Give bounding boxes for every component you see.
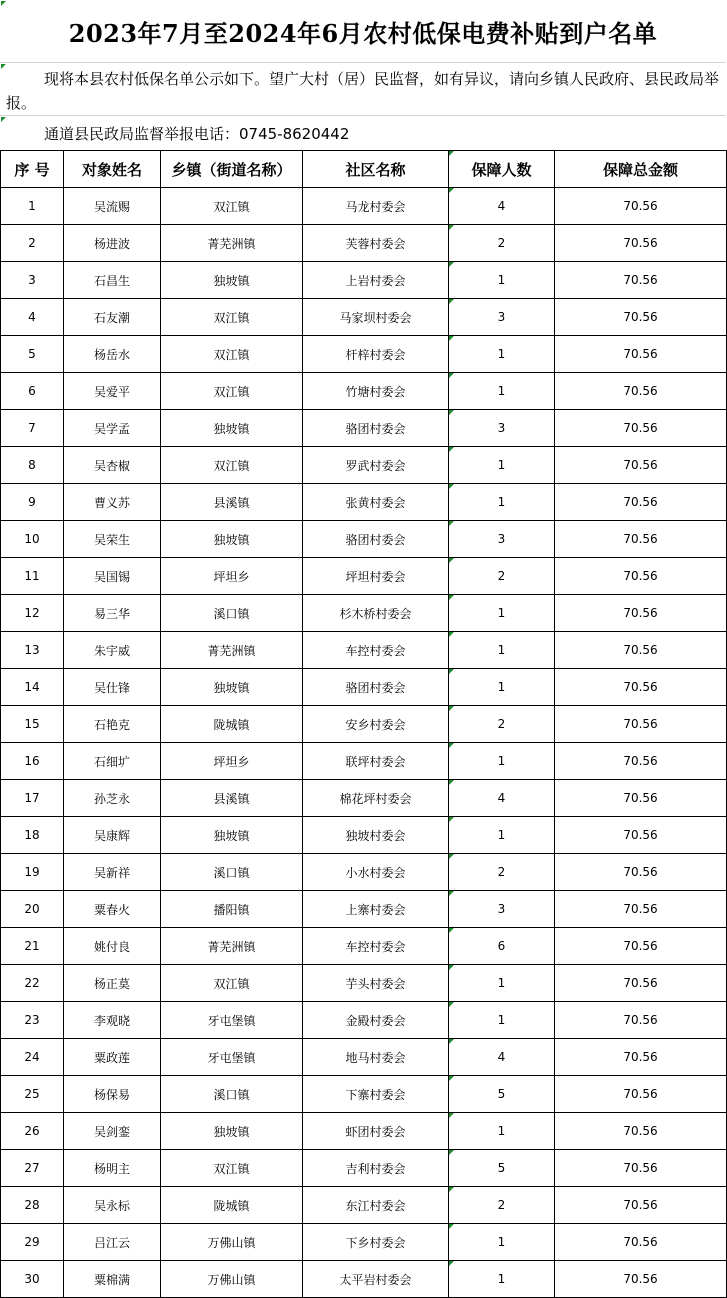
cell-people-count: 6 [449, 928, 555, 965]
cell-total-amount: 70.56 [555, 410, 727, 447]
cell-community: 杉木桥村委会 [303, 595, 449, 632]
cell-community: 杆梓村委会 [303, 336, 449, 373]
cell-name: 李观晓 [64, 1002, 161, 1039]
cell-town: 双江镇 [161, 447, 303, 484]
cell-town: 独坡镇 [161, 669, 303, 706]
cell-total-amount: 70.56 [555, 1076, 727, 1113]
cell-name: 石友潮 [64, 299, 161, 336]
cell-community: 联坪村委会 [303, 743, 449, 780]
table-row [1, 373, 727, 410]
cell-people-count: 1 [449, 632, 555, 669]
page-title: 2023年7月至2024年6月农村低保电费补贴到户名单 [68, 18, 658, 48]
phone-row [0, 116, 726, 150]
cell-people-count: 4 [449, 780, 555, 817]
cell-people-count: 1 [449, 1002, 555, 1039]
cell-total-amount: 70.56 [555, 447, 727, 484]
cell-name: 吴剑銮 [64, 1113, 161, 1150]
cell-people-count: 2 [449, 558, 555, 595]
cell-total-amount: 70.56 [555, 817, 727, 854]
cell-marker-icon [1, 117, 6, 122]
table-row [1, 484, 727, 521]
cell-people-count: 1 [449, 447, 555, 484]
cell-community: 东江村委会 [303, 1187, 449, 1224]
cell-name: 吴永标 [64, 1187, 161, 1224]
cell-town: 双江镇 [161, 1150, 303, 1187]
cell-index: 18 [1, 817, 64, 854]
cell-index: 6 [1, 373, 64, 410]
cell-community: 安乡村委会 [303, 706, 449, 743]
cell-index: 23 [1, 1002, 64, 1039]
cell-community: 上岩村委会 [303, 262, 449, 299]
cell-index: 22 [1, 965, 64, 1002]
cell-name: 石昌生 [64, 262, 161, 299]
cell-marker-icon [1, 64, 6, 69]
cell-total-amount: 70.56 [555, 262, 727, 299]
cell-community: 坪坦村委会 [303, 558, 449, 595]
table-row [1, 1261, 727, 1298]
cell-marker-icon [1, 1, 6, 6]
cell-name: 杨保易 [64, 1076, 161, 1113]
cell-name: 石艳克 [64, 706, 161, 743]
cell-people-count: 1 [449, 373, 555, 410]
cell-index: 16 [1, 743, 64, 780]
notice-row [0, 63, 726, 116]
cell-community: 竹塘村委会 [303, 373, 449, 410]
cell-community: 骆团村委会 [303, 521, 449, 558]
table-row [1, 632, 727, 669]
cell-total-amount: 70.56 [555, 854, 727, 891]
cell-people-count: 1 [449, 595, 555, 632]
cell-people-count: 1 [449, 1113, 555, 1150]
cell-town: 独坡镇 [161, 521, 303, 558]
cell-community: 骆团村委会 [303, 669, 449, 706]
hotline-text: 通道县民政局监督举报电话：0745-8620442 [44, 124, 350, 143]
cell-index: 7 [1, 410, 64, 447]
cell-people-count: 4 [449, 1039, 555, 1076]
cell-total-amount: 70.56 [555, 373, 727, 410]
cell-people-count: 1 [449, 1224, 555, 1261]
cell-people-count: 2 [449, 1187, 555, 1224]
cell-people-count: 1 [449, 669, 555, 706]
cell-total-amount: 70.56 [555, 965, 727, 1002]
cell-name: 孙芝永 [64, 780, 161, 817]
cell-town: 双江镇 [161, 373, 303, 410]
notice-text: 现将本县农村低保名单公示如下。望广大村（居）民监督，如有异议，请向乡镇人民政府、县民政局举报。 [6, 70, 720, 112]
header-community: 社区名称 [303, 151, 449, 188]
cell-total-amount: 70.56 [555, 521, 727, 558]
cell-town: 独坡镇 [161, 817, 303, 854]
cell-name: 粟政莲 [64, 1039, 161, 1076]
header-people-count: 保障人数 [449, 151, 555, 188]
cell-town: 坪坦乡 [161, 743, 303, 780]
table-row [1, 521, 727, 558]
cell-town: 菁芜洲镇 [161, 225, 303, 262]
cell-total-amount: 70.56 [555, 743, 727, 780]
table-row [1, 928, 727, 965]
table-row [1, 262, 727, 299]
cell-community: 车控村委会 [303, 632, 449, 669]
table-row [1, 188, 727, 225]
cell-community: 地马村委会 [303, 1039, 449, 1076]
cell-town: 播阳镇 [161, 891, 303, 928]
cell-index: 15 [1, 706, 64, 743]
cell-people-count: 3 [449, 410, 555, 447]
cell-people-count: 2 [449, 854, 555, 891]
cell-town: 独坡镇 [161, 1113, 303, 1150]
cell-total-amount: 70.56 [555, 484, 727, 521]
header-index: 序 号 [1, 151, 64, 188]
cell-total-amount: 70.56 [555, 632, 727, 669]
cell-index: 29 [1, 1224, 64, 1261]
cell-index: 21 [1, 928, 64, 965]
cell-name: 姚付良 [64, 928, 161, 965]
cell-town: 牙屯堡镇 [161, 1002, 303, 1039]
cell-index: 12 [1, 595, 64, 632]
cell-name: 吴康辉 [64, 817, 161, 854]
cell-community: 上寨村委会 [303, 891, 449, 928]
cell-index: 10 [1, 521, 64, 558]
cell-town: 陇城镇 [161, 1187, 303, 1224]
cell-index: 17 [1, 780, 64, 817]
table-row [1, 336, 727, 373]
cell-people-count: 1 [449, 484, 555, 521]
table-row [1, 1002, 727, 1039]
cell-community: 虾团村委会 [303, 1113, 449, 1150]
table-row [1, 743, 727, 780]
cell-index: 20 [1, 891, 64, 928]
cell-town: 溪口镇 [161, 595, 303, 632]
cell-people-count: 4 [449, 188, 555, 225]
table-row [1, 595, 727, 632]
table-row [1, 1039, 727, 1076]
title-row [0, 0, 726, 63]
cell-index: 1 [1, 188, 64, 225]
table-header-row [1, 151, 727, 188]
cell-index: 8 [1, 447, 64, 484]
cell-community: 太平岩村委会 [303, 1261, 449, 1298]
header-name: 对象姓名 [64, 151, 161, 188]
cell-name: 吴荣生 [64, 521, 161, 558]
cell-index: 25 [1, 1076, 64, 1113]
header-town: 乡镇（街道名称） [161, 151, 303, 188]
cell-community: 马家坝村委会 [303, 299, 449, 336]
cell-town: 溪口镇 [161, 854, 303, 891]
cell-name: 易三华 [64, 595, 161, 632]
cell-index: 11 [1, 558, 64, 595]
cell-name: 吴学孟 [64, 410, 161, 447]
cell-index: 28 [1, 1187, 64, 1224]
cell-people-count: 3 [449, 299, 555, 336]
cell-town: 双江镇 [161, 336, 303, 373]
cell-total-amount: 70.56 [555, 928, 727, 965]
cell-total-amount: 70.56 [555, 1224, 727, 1261]
cell-name: 杨进波 [64, 225, 161, 262]
cell-community: 张黄村委会 [303, 484, 449, 521]
cell-index: 14 [1, 669, 64, 706]
cell-people-count: 2 [449, 225, 555, 262]
cell-community: 下寨村委会 [303, 1076, 449, 1113]
cell-name: 吴杏椒 [64, 447, 161, 484]
cell-community: 吉利村委会 [303, 1150, 449, 1187]
cell-name: 朱宇威 [64, 632, 161, 669]
cell-name: 吴流赐 [64, 188, 161, 225]
cell-people-count: 5 [449, 1150, 555, 1187]
cell-people-count: 3 [449, 891, 555, 928]
cell-community: 芙蓉村委会 [303, 225, 449, 262]
cell-index: 4 [1, 299, 64, 336]
cell-name: 杨正莫 [64, 965, 161, 1002]
cell-community: 棉花坪村委会 [303, 780, 449, 817]
cell-name: 粟棉满 [64, 1261, 161, 1298]
cell-town: 双江镇 [161, 965, 303, 1002]
cell-name: 曹义苏 [64, 484, 161, 521]
cell-total-amount: 70.56 [555, 299, 727, 336]
table-row [1, 1113, 727, 1150]
cell-index: 19 [1, 854, 64, 891]
cell-town: 溪口镇 [161, 1076, 303, 1113]
cell-index: 27 [1, 1150, 64, 1187]
cell-name: 吕江云 [64, 1224, 161, 1261]
cell-name: 粟春火 [64, 891, 161, 928]
cell-total-amount: 70.56 [555, 1187, 727, 1224]
table-row [1, 706, 727, 743]
cell-town: 菁芜洲镇 [161, 632, 303, 669]
cell-town: 万佛山镇 [161, 1224, 303, 1261]
table-row [1, 854, 727, 891]
table-row [1, 410, 727, 447]
header-total-amount: 保障总金额 [555, 151, 727, 188]
cell-total-amount: 70.56 [555, 225, 727, 262]
cell-community: 金殿村委会 [303, 1002, 449, 1039]
cell-town: 独坡镇 [161, 410, 303, 447]
cell-town: 牙屯堡镇 [161, 1039, 303, 1076]
table-row [1, 669, 727, 706]
cell-people-count: 5 [449, 1076, 555, 1113]
cell-total-amount: 70.56 [555, 1039, 727, 1076]
cell-index: 5 [1, 336, 64, 373]
cell-people-count: 3 [449, 521, 555, 558]
cell-people-count: 1 [449, 817, 555, 854]
table-row [1, 965, 727, 1002]
beneficiary-table [0, 150, 727, 1298]
cell-index: 26 [1, 1113, 64, 1150]
table-row [1, 299, 727, 336]
cell-community: 下乡村委会 [303, 1224, 449, 1261]
cell-total-amount: 70.56 [555, 1002, 727, 1039]
cell-index: 3 [1, 262, 64, 299]
cell-people-count: 1 [449, 262, 555, 299]
cell-total-amount: 70.56 [555, 595, 727, 632]
cell-name: 吴爱平 [64, 373, 161, 410]
cell-people-count: 2 [449, 706, 555, 743]
cell-town: 陇城镇 [161, 706, 303, 743]
cell-town: 县溪镇 [161, 484, 303, 521]
cell-name: 杨岳水 [64, 336, 161, 373]
cell-people-count: 1 [449, 743, 555, 780]
table-row [1, 225, 727, 262]
table-row [1, 780, 727, 817]
cell-name: 吴国锡 [64, 558, 161, 595]
cell-total-amount: 70.56 [555, 1150, 727, 1187]
cell-community: 骆团村委会 [303, 410, 449, 447]
table-row [1, 891, 727, 928]
cell-name: 石细圹 [64, 743, 161, 780]
cell-total-amount: 70.56 [555, 558, 727, 595]
cell-community: 独坡村委会 [303, 817, 449, 854]
table-row [1, 1224, 727, 1261]
table-row [1, 1150, 727, 1187]
cell-community: 罗武村委会 [303, 447, 449, 484]
cell-town: 县溪镇 [161, 780, 303, 817]
cell-total-amount: 70.56 [555, 891, 727, 928]
cell-index: 30 [1, 1261, 64, 1298]
table-row [1, 817, 727, 854]
cell-index: 2 [1, 225, 64, 262]
cell-town: 菁芜洲镇 [161, 928, 303, 965]
cell-total-amount: 70.56 [555, 1261, 727, 1298]
cell-town: 双江镇 [161, 299, 303, 336]
cell-town: 坪坦乡 [161, 558, 303, 595]
spreadsheet [0, 0, 726, 150]
cell-total-amount: 70.56 [555, 706, 727, 743]
cell-people-count: 1 [449, 965, 555, 1002]
cell-name: 吴新祥 [64, 854, 161, 891]
cell-community: 马龙村委会 [303, 188, 449, 225]
cell-name: 吴仕锋 [64, 669, 161, 706]
cell-total-amount: 70.56 [555, 188, 727, 225]
table-row [1, 558, 727, 595]
cell-community: 芋头村委会 [303, 965, 449, 1002]
cell-town: 独坡镇 [161, 262, 303, 299]
cell-total-amount: 70.56 [555, 780, 727, 817]
cell-index: 24 [1, 1039, 64, 1076]
cell-community: 小水村委会 [303, 854, 449, 891]
cell-index: 13 [1, 632, 64, 669]
table-row [1, 447, 727, 484]
cell-town: 万佛山镇 [161, 1261, 303, 1298]
cell-people-count: 1 [449, 1261, 555, 1298]
table-row [1, 1187, 727, 1224]
cell-total-amount: 70.56 [555, 336, 727, 373]
cell-community: 车控村委会 [303, 928, 449, 965]
cell-people-count: 1 [449, 336, 555, 373]
cell-town: 双江镇 [161, 188, 303, 225]
cell-total-amount: 70.56 [555, 1113, 727, 1150]
cell-name: 杨明主 [64, 1150, 161, 1187]
cell-total-amount: 70.56 [555, 669, 727, 706]
table-row [1, 1076, 727, 1113]
table-body [1, 188, 727, 1298]
cell-index: 9 [1, 484, 64, 521]
